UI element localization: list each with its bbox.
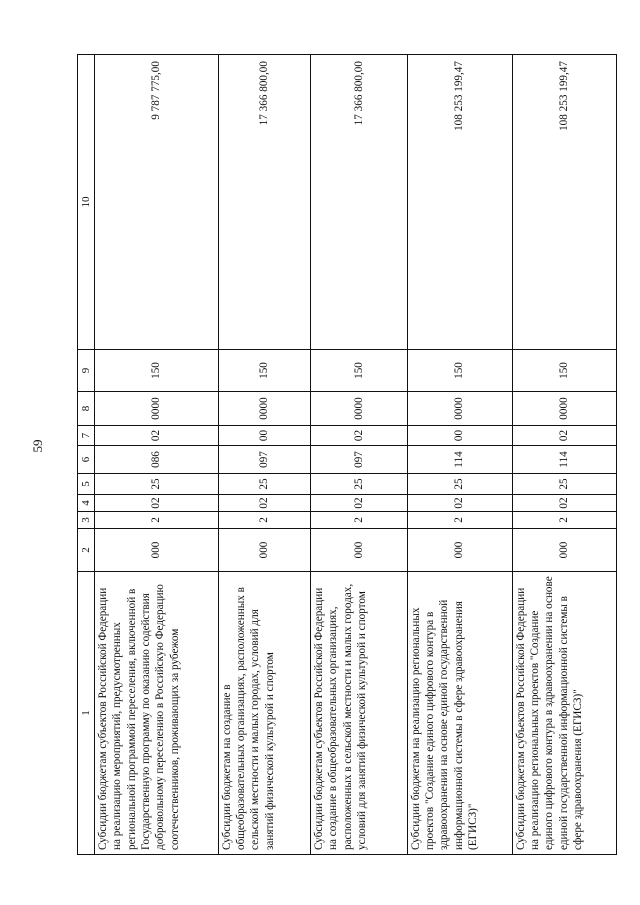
header-cell-6: 6 bbox=[78, 446, 95, 474]
code-cell: 25 bbox=[218, 474, 310, 495]
amount-cell: 108 253 199,47 bbox=[407, 55, 512, 350]
row-description: Субсидии бюджетам на создание в общеобразовательных организациях, расположенных в сельской местности и малых городах, условий для занятий физической культурой и спортом bbox=[218, 572, 310, 855]
code-cell: 0000 bbox=[310, 392, 407, 426]
table-row bbox=[310, 55, 407, 855]
code-cell: 000 bbox=[95, 529, 219, 572]
row-description: Субсидии бюджетам субъектов Российской Федерации на реализацию мероприятий, предусмотренных региональной программой переселения, включенной в Государственную программу по оказанию содействия добровольному переселению в Российскую Федерацию соотечественников, проживающих за рубежом bbox=[95, 572, 219, 855]
code-cell: 2 bbox=[512, 512, 616, 529]
code-cell: 02 bbox=[310, 426, 407, 446]
header-cell-3: 3 bbox=[78, 512, 95, 529]
amount-cell: 17 366 800,00 bbox=[218, 55, 310, 350]
code-cell: 00 bbox=[218, 426, 310, 446]
amount-cell: 9 787 775,00 bbox=[95, 55, 219, 350]
code-cell: 02 bbox=[407, 495, 512, 512]
code-cell: 150 bbox=[218, 350, 310, 392]
table-row bbox=[407, 55, 512, 855]
code-cell: 2 bbox=[407, 512, 512, 529]
row-description: Субсидии бюджетам субъектов Российской Федерации на реализацию региональных проектов "Создание единого цифрового контура в здравоохранении на основе единой государственной информационной системы в сфере здравоохранения (ЕГИСЗ)" bbox=[512, 572, 616, 855]
row-description: Субсидии бюджетам на реализацию региональных проектов "Создание единого цифрового контура в здравоохранении на основе единой государственной информационной системы в сфере здравоохранения (ЕГИСЗ)" bbox=[407, 572, 512, 855]
header-cell-10: 10 bbox=[78, 55, 95, 350]
code-cell: 02 bbox=[95, 495, 219, 512]
header-cell-5: 5 bbox=[78, 474, 95, 495]
code-cell: 2 bbox=[95, 512, 219, 529]
code-cell: 114 bbox=[512, 446, 616, 474]
code-cell: 150 bbox=[95, 350, 219, 392]
code-cell: 0000 bbox=[512, 392, 616, 426]
code-cell: 25 bbox=[95, 474, 219, 495]
amount-cell: 108 253 199,47 bbox=[512, 55, 616, 350]
table-row bbox=[95, 55, 219, 855]
code-cell: 00 bbox=[407, 426, 512, 446]
code-cell: 097 bbox=[218, 446, 310, 474]
code-cell: 150 bbox=[407, 350, 512, 392]
amount-cell: 17 366 800,00 bbox=[310, 55, 407, 350]
table-row bbox=[218, 55, 310, 855]
header-cell-2: 2 bbox=[78, 529, 95, 572]
table-row bbox=[512, 55, 616, 855]
code-cell: 02 bbox=[218, 495, 310, 512]
code-cell: 2 bbox=[310, 512, 407, 529]
code-cell: 097 bbox=[310, 446, 407, 474]
code-cell: 2 bbox=[218, 512, 310, 529]
code-cell: 150 bbox=[310, 350, 407, 392]
header-cell-7: 7 bbox=[78, 426, 95, 446]
code-cell: 25 bbox=[310, 474, 407, 495]
code-cell: 25 bbox=[407, 474, 512, 495]
header-row bbox=[78, 55, 95, 855]
code-cell: 000 bbox=[512, 529, 616, 572]
code-cell: 02 bbox=[310, 495, 407, 512]
code-cell: 114 bbox=[407, 446, 512, 474]
code-cell: 02 bbox=[512, 495, 616, 512]
code-cell: 25 bbox=[512, 474, 616, 495]
code-cell: 02 bbox=[512, 426, 616, 446]
code-cell: 150 bbox=[512, 350, 616, 392]
code-cell: 086 bbox=[95, 446, 219, 474]
code-cell: 000 bbox=[218, 529, 310, 572]
header-cell-8: 8 bbox=[78, 392, 95, 426]
budget-table-rotated bbox=[77, 55, 617, 855]
header-cell-9: 9 bbox=[78, 350, 95, 392]
code-cell: 000 bbox=[310, 529, 407, 572]
code-cell: 0000 bbox=[218, 392, 310, 426]
page-number: 59 bbox=[30, 439, 45, 453]
header-cell-1: 1 bbox=[78, 572, 95, 855]
code-cell: 0000 bbox=[407, 392, 512, 426]
code-cell: 02 bbox=[95, 426, 219, 446]
row-description: Субсидии бюджетам субъектов Российской Федерации на создание в общеобразовательных организациях, расположенных в сельской местности и малых городах, условий для занятий физической культурой и спортом bbox=[310, 572, 407, 855]
header-cell-4: 4 bbox=[78, 495, 95, 512]
code-cell: 0000 bbox=[95, 392, 219, 426]
budget-table bbox=[77, 54, 617, 855]
code-cell: 000 bbox=[407, 529, 512, 572]
